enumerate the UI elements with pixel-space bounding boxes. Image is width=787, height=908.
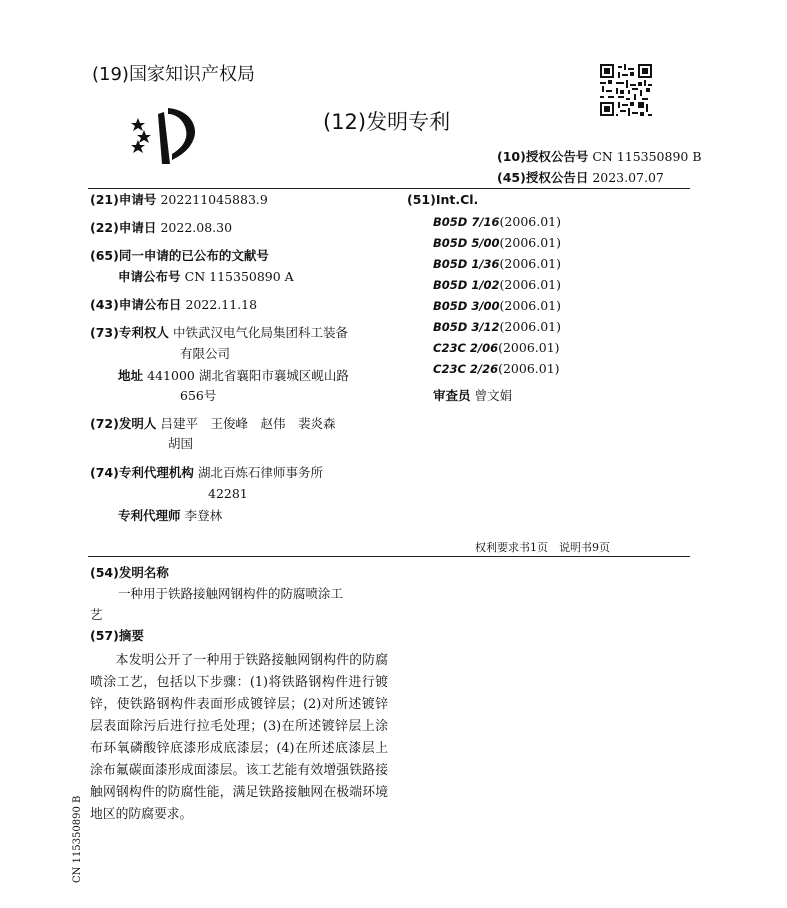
patent-agent — [118, 506, 222, 527]
grant-pub-number-label: (10)授权公告号 — [497, 149, 589, 164]
patent-agent-label: 专利代理师 — [118, 508, 181, 523]
ipc-entry — [433, 296, 561, 316]
ipc-code: B05D 3/00 — [433, 299, 500, 313]
ipc-entry — [433, 338, 560, 358]
title-section-heading — [90, 563, 169, 584]
patent-agent-value: 李登林 — [184, 508, 223, 523]
ipc-year: (2006.01) — [499, 319, 561, 334]
patentee — [90, 323, 348, 344]
inventors-label: (72)发明人 — [90, 416, 157, 431]
abstract-text: 本发明公开了一种用于铁路接触网钢构件的防腐喷涂工艺，包括以下步骤：(1)将铁路钢构件进行镀锌，使铁路钢构件表面形成镀锌层；(2)对所述镀锌层表面除污后进行拉毛处理；(3)在所述镀锌层上涂布环氧磷酸锌底漆形成底漆层；(4)在所述底漆层上涂布氟碳面漆形成面漆层。该工艺能有效增强铁路接触网钢构件的防腐性能，满足铁路接触网在极端环境地区的防腐要求。 — [90, 653, 388, 822]
office-name: (19)国家知识产权局 — [92, 64, 255, 85]
application-number — [90, 190, 268, 211]
qr-code-icon — [600, 64, 652, 116]
application-date — [90, 218, 232, 239]
patent-agency-value-line2: 42281 — [208, 486, 248, 501]
publication-date-value: 2022.11.18 — [185, 297, 258, 312]
ipc-entry — [433, 317, 561, 337]
title-section-label: (54)发明名称 — [90, 565, 169, 580]
margin-publication-mark: CN 115350890 B — [72, 795, 83, 883]
ipc-entry — [433, 212, 561, 232]
prior-publication — [118, 267, 294, 288]
ipc-code: B05D 1/36 — [433, 257, 500, 271]
ipc-year: (2006.01) — [498, 340, 560, 355]
application-date-label: (22)申请日 — [90, 220, 157, 235]
ipc-year: (2006.01) — [499, 214, 561, 229]
patent-agency — [90, 463, 323, 484]
patentee-value-line2: 有限公司 — [180, 346, 231, 361]
grant-pub-number — [497, 147, 702, 165]
examiner-label: 审查员 — [433, 388, 471, 403]
header-divider — [88, 188, 690, 189]
grant-pub-date — [497, 168, 664, 186]
ipc-year: (2006.01) — [499, 298, 561, 313]
ipc-code: B05D 3/12 — [433, 320, 500, 334]
ipc-code: C23C 2/26 — [433, 362, 499, 376]
document-type: (12)发明专利 — [323, 110, 451, 134]
application-number-label: (21)申请号 — [90, 192, 157, 207]
ipc-entry — [433, 233, 561, 253]
ipc-heading — [407, 190, 478, 211]
ipc-label: (51)Int.Cl. — [407, 192, 479, 207]
ipc-year: (2006.01) — [498, 361, 560, 376]
ipc-year: (2006.01) — [499, 235, 561, 250]
ipc-entry — [433, 275, 561, 295]
ipc-year: (2006.01) — [499, 256, 561, 271]
section-divider — [88, 556, 690, 557]
ipc-code: B05D 7/16 — [433, 215, 500, 229]
address-value-line1: 441000 湖北省襄阳市襄城区岘山路 — [147, 368, 349, 383]
address-value-line2: 656号 — [180, 388, 217, 403]
invention-title-line2: 艺 — [90, 607, 103, 622]
prior-publication-number-label: 申请公布号 — [118, 269, 181, 284]
publication-date — [90, 295, 257, 316]
grant-pub-date-label: (45)授权公告日 — [497, 170, 589, 185]
patent-agency-label: (74)专利代理机构 — [90, 465, 194, 480]
address — [118, 366, 349, 387]
examiner-value: 曾文娟 — [474, 388, 513, 403]
page-count: 权利要求书1页 说明书9页 — [475, 541, 610, 554]
grant-pub-number-value: CN 115350890 B — [592, 149, 702, 164]
ipc-entry — [433, 359, 560, 379]
address-label: 地址 — [118, 368, 144, 383]
inventors-value-line2: 胡国 — [168, 436, 194, 451]
publication-date-label: (43)申请公布日 — [90, 297, 182, 312]
abstract-label: (57)摘要 — [90, 628, 144, 643]
ipc-code: B05D 1/02 — [433, 278, 500, 292]
application-date-value: 2022.08.30 — [160, 220, 233, 235]
patent-agency-value-line1: 湖北百炼石律师事务所 — [197, 465, 323, 480]
prior-publication-label: (65)同一申请的已公布的文献号 — [90, 248, 269, 263]
ipc-entry — [433, 254, 561, 274]
inventors-value-line1: 吕建平 王俊峰 赵伟 裴炎森 — [160, 416, 336, 431]
inventors — [90, 414, 335, 435]
prior-publication-number-value: CN 115350890 A — [184, 269, 294, 284]
prior-publication-heading — [90, 246, 269, 267]
invention-title-line1: 一种用于铁路接触网钢构件的防腐喷涂工 — [118, 586, 344, 601]
ipc-year: (2006.01) — [499, 277, 561, 292]
grant-pub-date-value: 2023.07.07 — [592, 170, 664, 185]
ipc-code: B05D 5/00 — [433, 236, 500, 250]
examiner — [433, 386, 512, 407]
patentee-value-line1: 中铁武汉电气化局集团科工装备 — [172, 325, 348, 340]
ipc-code: C23C 2/06 — [433, 341, 499, 355]
patentee-label: (73)专利权人 — [90, 325, 169, 340]
cnipa-emblem-icon — [128, 104, 200, 166]
application-number-value: 202211045883.9 — [160, 192, 268, 207]
abstract-heading — [90, 626, 144, 647]
